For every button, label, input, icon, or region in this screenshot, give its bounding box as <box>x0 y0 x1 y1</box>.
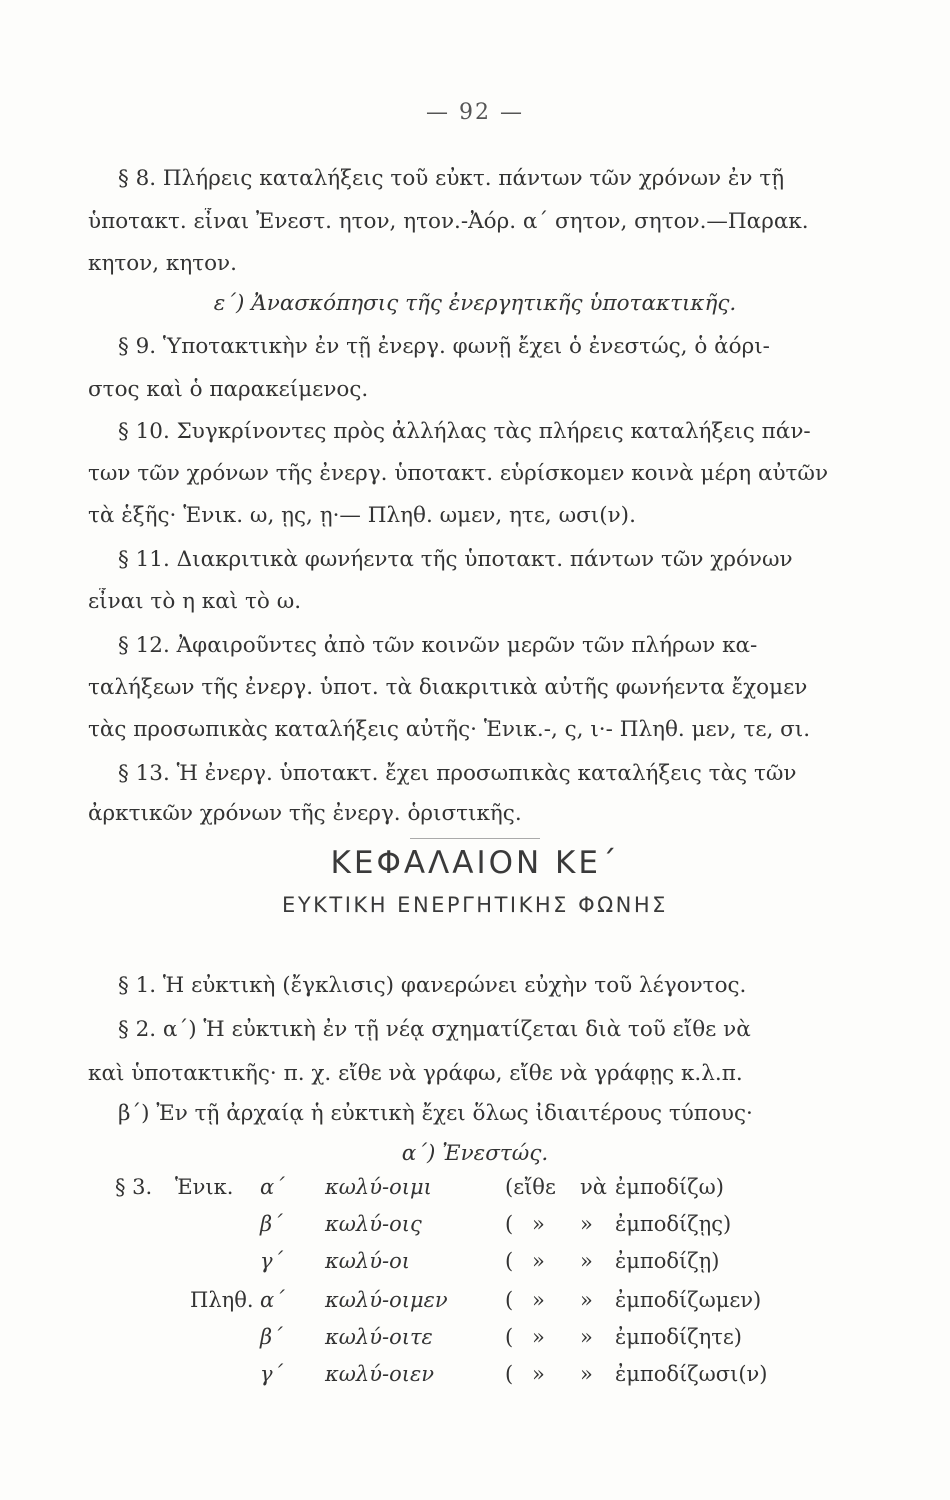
person-label: α΄ <box>260 1288 285 1312</box>
paren-open: ( <box>505 1362 514 1386</box>
person-label: α΄ <box>260 1175 285 1199</box>
ditto-mark: » <box>580 1362 593 1386</box>
verb-form: κωλύ-οιμεν <box>325 1288 448 1312</box>
translation-open: (εἴθε <box>505 1175 556 1199</box>
paragraph-line: § 10. Συγκρίνοντες πρὸς ἀλλήλας τὰς πλήρεις καταλήξεις πάν- <box>118 419 811 444</box>
paragraph-line: τὰ ἑξῆς· Ἑνικ. ω, ῃς, ῃ·— Πληθ. ωμεν, ητε, ωσι(ν). <box>88 503 636 528</box>
paren-open: ( <box>505 1212 514 1236</box>
paragraph-line: κητον, κητον. <box>88 251 237 276</box>
paragraph-line: § 9. Ὑποτακτικὴν ἐν τῇ ἐνεργ. φωνῇ ἔχει ὁ ἐνεστώς, ὁ ἀόρι- <box>118 334 770 359</box>
section-marker: § 3. <box>115 1175 153 1199</box>
paren-open: ( <box>505 1325 514 1349</box>
number-label: Πληθ. <box>190 1288 254 1312</box>
paragraph-line: στος καὶ ὁ παρακείμενος. <box>88 377 369 402</box>
paragraph-line: ταλήξεων τῆς ἐνεργ. ὑποτ. τὰ διακριτικὰ αὐτῆς φωνήεντα ἔχομεν <box>88 675 808 700</box>
paragraph-line: § 1. Ἡ εὐκτικὴ (ἔγκλισις) φανερώνει εὐχὴν τοῦ λέγοντος. <box>118 973 747 998</box>
conjugation-row <box>0 1362 950 1396</box>
ditto-mark: » <box>580 1212 593 1236</box>
paren-open: ( <box>505 1249 514 1273</box>
person-label: γ΄ <box>260 1362 284 1386</box>
paragraph-line: § 13. Ἡ ἐνεργ. ὑποτακτ. ἔχει προσωπικὰς καταλήξεις τὰς τῶν <box>118 761 797 786</box>
verb-form: κωλύ-οις <box>325 1212 422 1236</box>
ditto-mark: » <box>580 1288 593 1312</box>
paragraph-line: ὑποτακτ. εἶναι Ἐνεστ. ητον, ητον.-Ἀόρ. α΄ σητον, σητον.—Παρακ. <box>88 209 809 234</box>
verb-form: κωλύ-οιεν <box>325 1362 434 1386</box>
verb-form: κωλύ-οιμι <box>325 1175 432 1199</box>
ditto-mark: » <box>532 1325 545 1349</box>
conjugation-row <box>0 1175 950 1209</box>
verb-form: κωλύ-οιτε <box>325 1325 433 1349</box>
translation: ἐμποδίζῃ) <box>615 1249 720 1273</box>
translation: ἐμποδίζωσι(ν) <box>615 1362 768 1386</box>
paragraph-line: § 2. α΄) Ἡ εὐκτικὴ ἐν τῇ νέᾳ σχηματίζεται διὰ τοῦ εἴθε νὰ <box>118 1017 751 1042</box>
paragraph-line: εἶναι τὸ η καὶ τὸ ω. <box>88 589 302 614</box>
translation: ἐμποδίζωμεν) <box>615 1288 762 1312</box>
page-number: — 92 — <box>426 100 524 125</box>
section-divider <box>410 838 540 839</box>
paragraph-line: § 12. Ἀφαιροῦντες ἀπὸ τῶν κοινῶν μερῶν τῶν πλήρων κα- <box>118 633 758 658</box>
conjugation-row <box>0 1249 950 1283</box>
paragraph-line: § 11. Διακριτικὰ φωνήεντα τῆς ὑποτακτ. πάντων τῶν χρόνων <box>118 547 793 572</box>
conjugation-row <box>0 1288 950 1322</box>
section-subheading: ε΄) Ἀνασκόπησις τῆς ἐνεργητικῆς ὑποτακτικῆς. <box>213 291 737 316</box>
ditto-mark: » <box>532 1362 545 1386</box>
paren-open: ( <box>505 1288 514 1312</box>
paragraph-line: τὰς προσωπικὰς καταλήξεις αὐτῆς· Ἑνικ.-, ς, ι·- Πληθ. μεν, τε, σι. <box>88 717 811 742</box>
ditto-mark: » <box>532 1212 545 1236</box>
paragraph-line: § 8. Πλήρεις καταλήξεις τοῦ εὐκτ. πάντων τῶν χρόνων ἐν τῇ <box>118 166 785 191</box>
paragraph-line: των τῶν χρόνων τῆς ἐνεργ. ὑποτακτ. εὑρίσκομεν κοινὰ μέρη αὐτῶν <box>88 461 829 486</box>
conjugation-row <box>0 1325 950 1359</box>
ditto-mark: » <box>532 1249 545 1273</box>
ditto-mark: » <box>580 1249 593 1273</box>
verb-form: κωλύ-οι <box>325 1249 410 1273</box>
translation-na: νὰ <box>580 1175 607 1199</box>
paragraph-line: καὶ ὑποτακτικῆς· π. χ. εἴθε νὰ γράφω, εἴθε νὰ γράφῃς κ.λ.π. <box>88 1061 743 1086</box>
person-label: β΄ <box>260 1325 283 1349</box>
translation: ἐμποδίζω) <box>615 1175 724 1199</box>
person-label: β΄ <box>260 1212 283 1236</box>
ditto-mark: » <box>532 1288 545 1312</box>
translation: ἐμποδίζητε) <box>615 1325 742 1349</box>
tense-subheading: α΄) Ἐνεστώς. <box>401 1141 549 1166</box>
conjugation-row <box>0 1212 950 1246</box>
chapter-title: ΚΕΦΑΛΑΙΟΝ ΚΕ΄ <box>330 845 620 881</box>
number-label: Ἑνικ. <box>175 1175 234 1199</box>
translation: ἐμποδίζῃς) <box>615 1212 732 1236</box>
ditto-mark: » <box>580 1325 593 1349</box>
chapter-subtitle: ΕΥΚΤΙΚΗ ΕΝΕΡΓΗΤΙΚΗΣ ΦΩΝΗΣ <box>282 893 668 917</box>
person-label: γ΄ <box>260 1249 284 1273</box>
paragraph-line: β΄) Ἐν τῇ ἀρχαίᾳ ἡ εὐκτικὴ ἔχει ὅλως ἰδιαιτέρους τύπους· <box>118 1101 753 1126</box>
paragraph-line: ἀρκτικῶν χρόνων τῆς ἐνεργ. ὁριστικῆς. <box>88 801 522 826</box>
